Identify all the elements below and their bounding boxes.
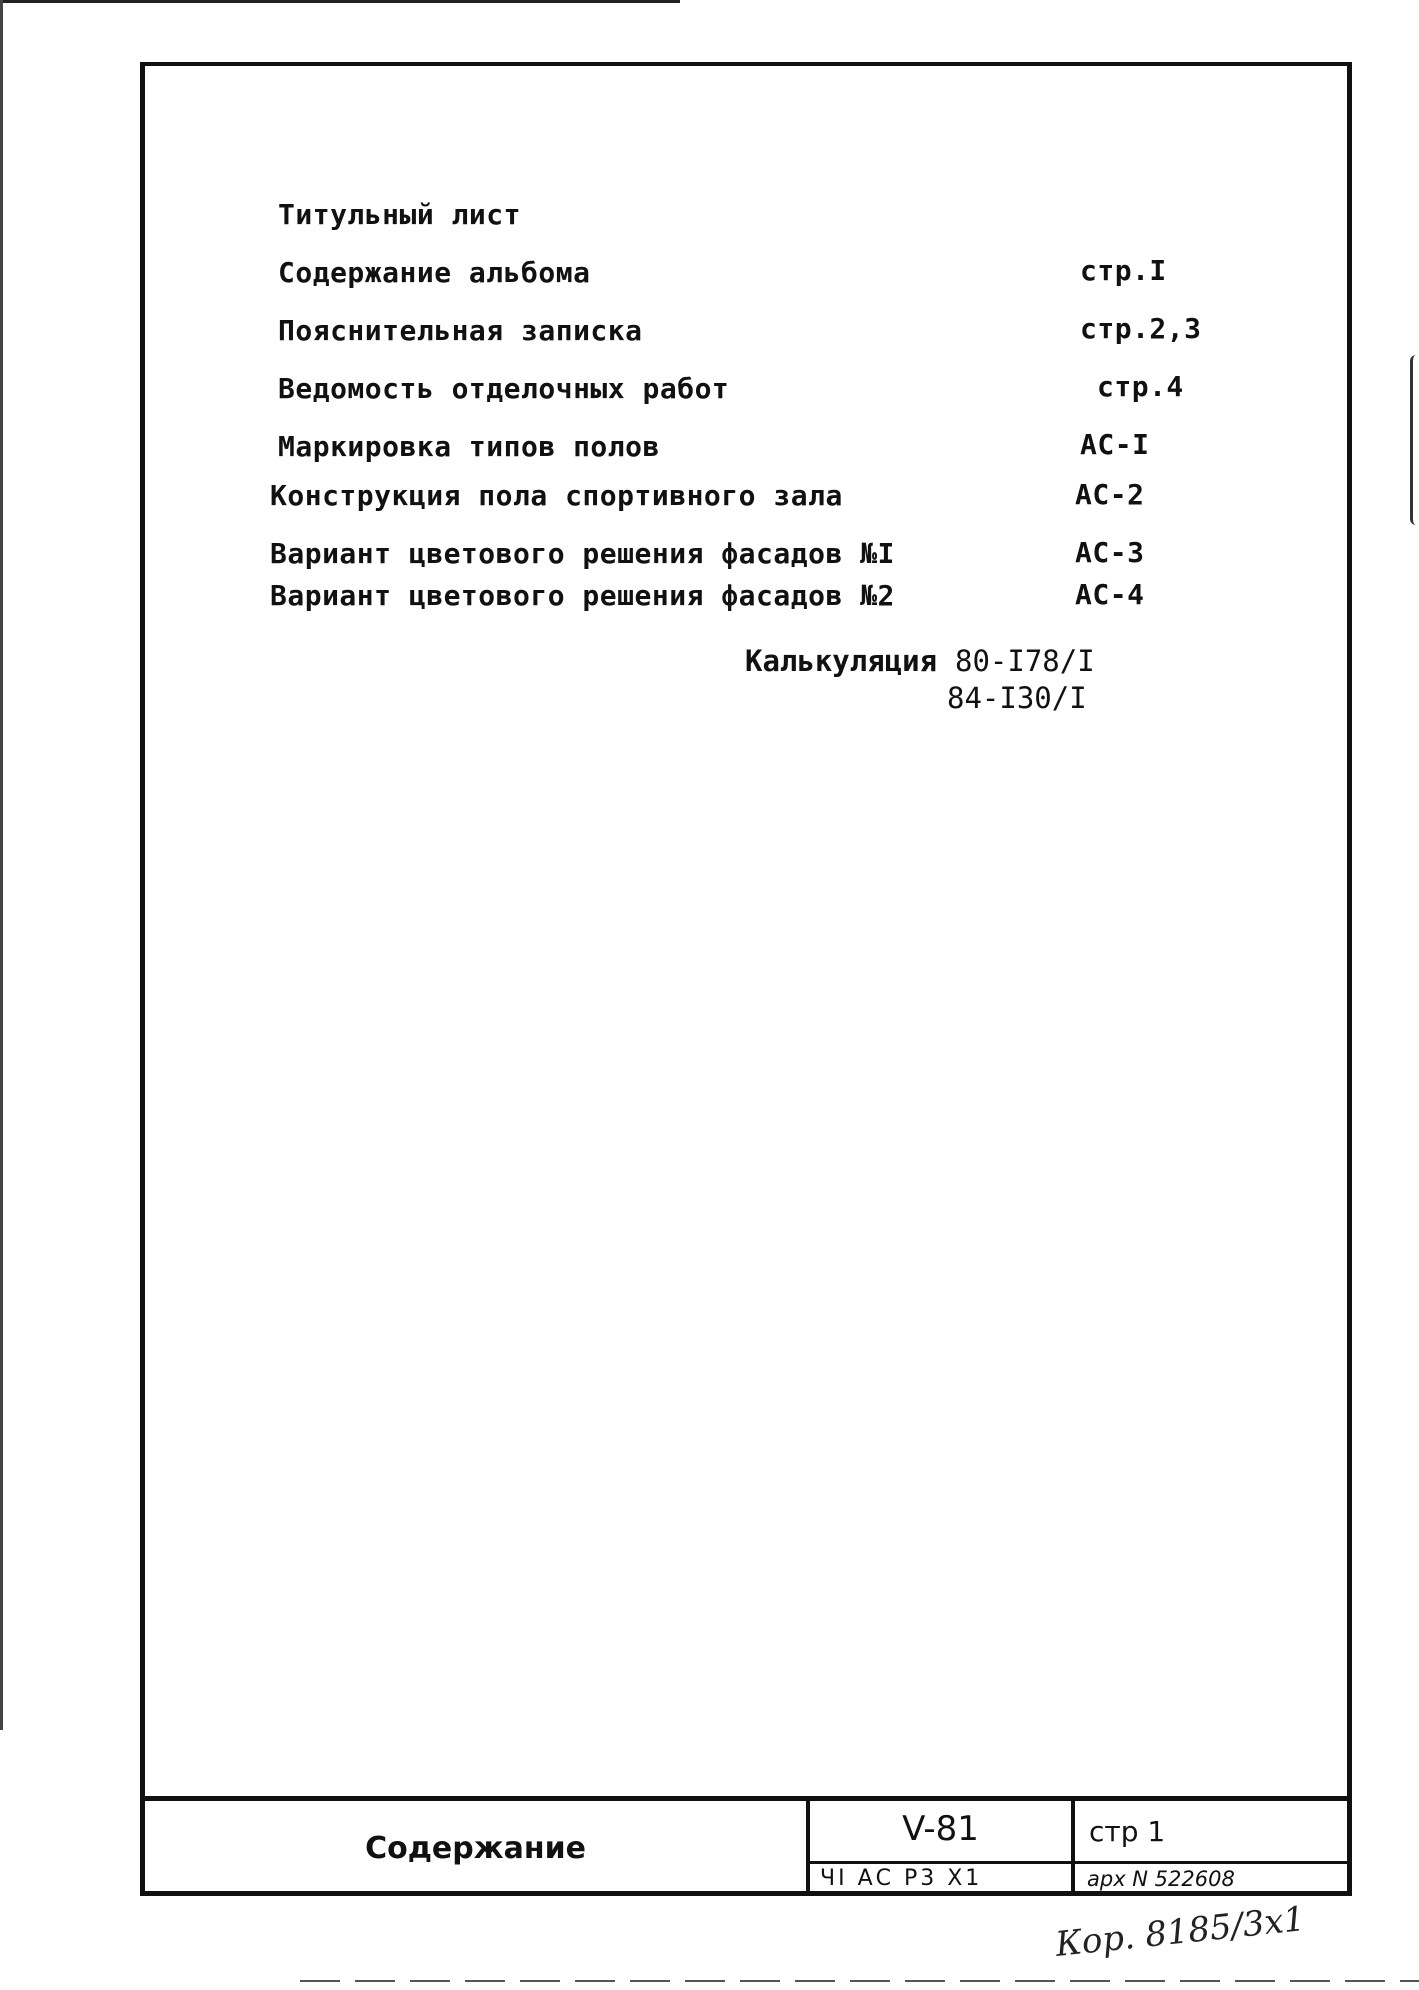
scan-edge-left bbox=[0, 0, 3, 1730]
toc-item-floor-marking: Маркировка типов полов bbox=[278, 430, 660, 463]
toc-item-contents: Содержание альбома bbox=[278, 256, 591, 289]
title-block-code-sub: ЧI АС Р3 Х1 bbox=[810, 1861, 1071, 1895]
toc-item-finishing-schedule: Ведомость отделочных работ bbox=[278, 372, 730, 405]
toc-item-gym-floor: Конструкция пола спортивного зала bbox=[270, 479, 843, 512]
toc-page-contents: стр.I bbox=[1080, 254, 1167, 287]
title-block bbox=[145, 1796, 1347, 1895]
handwritten-note: Кор. 8185/3х1 bbox=[1053, 1899, 1307, 1965]
title-block-code: V-81 bbox=[902, 1809, 979, 1849]
toc-page-finishing-schedule: стр.4 bbox=[1097, 370, 1184, 403]
toc-item-explanatory-note: Пояснительная записка bbox=[278, 314, 643, 347]
scan-edge-bottom bbox=[300, 1980, 1419, 1982]
toc-page-facade-1: АС-3 bbox=[1075, 536, 1145, 569]
title-block-code-cell bbox=[810, 1801, 1075, 1895]
title-block-archive: арх N 522608 bbox=[1075, 1861, 1347, 1895]
toc-page-floor-marking: АС-I bbox=[1080, 428, 1150, 461]
title-block-page-cell bbox=[1075, 1801, 1347, 1895]
calculation-number-2: 84-I30/I bbox=[947, 681, 1087, 715]
scan-edge-top bbox=[0, 0, 680, 3]
toc-page-facade-2: АС-4 bbox=[1075, 578, 1145, 611]
title-block-name: Содержание bbox=[145, 1801, 810, 1895]
toc-page-gym-floor: АС-2 bbox=[1075, 478, 1145, 511]
binding-mark bbox=[1410, 355, 1419, 525]
calculation-number-1: 80-I78/I bbox=[955, 644, 1095, 678]
calculation-label: Калькуляция bbox=[745, 644, 938, 678]
toc-item-facade-1: Вариант цветового решения фасадов №I bbox=[270, 537, 895, 570]
toc-page-explanatory-note: стр.2,3 bbox=[1080, 312, 1202, 345]
drawing-sheet bbox=[140, 62, 1352, 1896]
toc-item-facade-2: Вариант цветового решения фасадов №2 bbox=[270, 579, 895, 612]
toc-item-title-sheet: Титульный лист bbox=[278, 198, 522, 231]
title-block-page: стр 1 bbox=[1089, 1815, 1166, 1848]
